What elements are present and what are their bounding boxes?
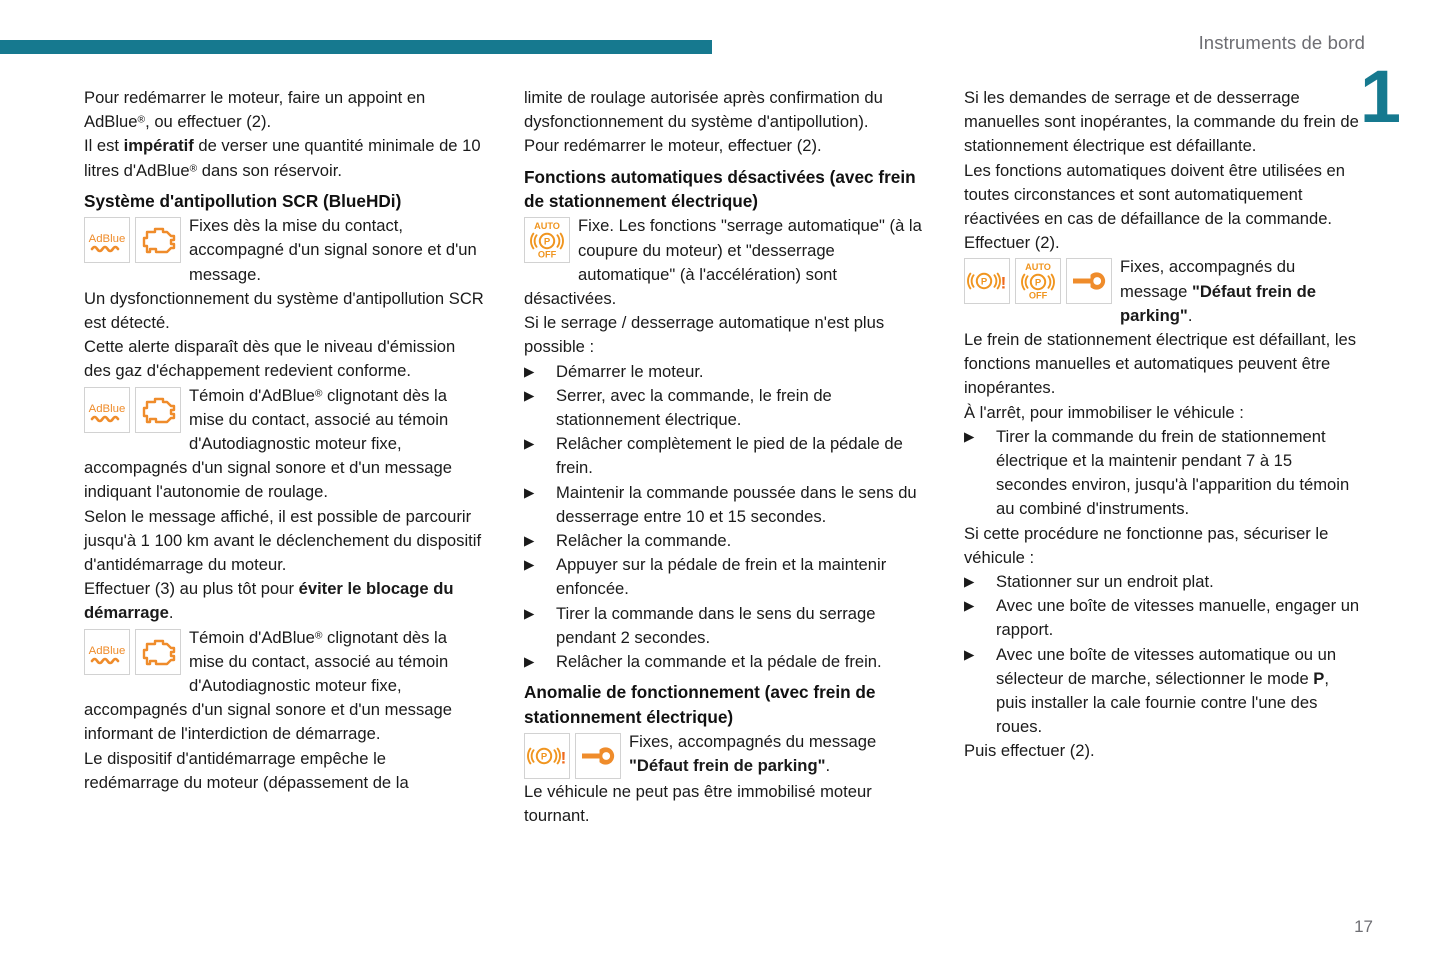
adblue-icon-label: AdBlue <box>88 233 126 246</box>
list-item-text: Relâcher complètement le pied de la pédale de frein. <box>556 434 903 478</box>
list-item <box>524 602 924 650</box>
icon-group <box>84 387 181 433</box>
text-run: Témoin d'AdBlue <box>189 385 315 405</box>
engine-check-icon <box>135 387 181 433</box>
p-label: P <box>540 751 548 763</box>
p-label: P <box>543 237 551 249</box>
adblue-icon-label: AdBlue <box>88 644 126 657</box>
list-item-text: Tirer la commande du frein de stationnement électrique et la maintenir pendant 7 à 15 secondes environ, jusqu'à l'apparition du témoin au combiné d'instruments. <box>996 426 1350 519</box>
list-item-text: Relâcher la commande et la pédale de frein. <box>556 652 882 672</box>
list-item <box>524 432 924 480</box>
list-item-text: Démarrer le moteur. <box>556 361 704 381</box>
adblue-icon <box>84 387 130 433</box>
column-1 <box>84 86 484 829</box>
paragraph: Selon le message affiché, il est possible de parcourir jusqu'à 1 100 km avant le déclenchement du dispositif d'antidémarrage du moteur. <box>84 506 482 575</box>
icon-paragraph-block <box>964 255 1364 328</box>
paragraph: Si les demandes de serrage et de desserrage manuelles sont inopérantes, la commande du frein de stationnement électrique est défaillante. <box>964 88 1359 156</box>
paragraph: Le dispositif d'antidémarrage empêche le redémarrage du moteur (dépassement de la <box>84 748 409 792</box>
adblue-icon-label: AdBlue <box>88 402 126 415</box>
p-label: P <box>1034 278 1042 290</box>
engine-check-icon <box>135 629 181 675</box>
parking-brake-fault-icon <box>524 733 570 779</box>
engine-check-icon <box>135 217 181 263</box>
paragraph: Le véhicule ne peut pas être immobilisé moteur tournant. <box>524 782 872 826</box>
auto-label: AUTO <box>534 221 560 232</box>
page-number: 17 <box>1354 917 1373 936</box>
list-item <box>524 481 924 529</box>
header-accent-bar <box>0 40 712 54</box>
list-item <box>964 425 1364 522</box>
bold-run: "Défaut frein de parking" <box>629 756 826 776</box>
chapter-number: 1 <box>1359 55 1401 138</box>
paragraph <box>84 134 484 182</box>
bold-run: "Défaut frein de parking" <box>1120 281 1316 325</box>
text-run: Fixes, accompagnés du message <box>629 732 877 752</box>
list-item <box>524 650 924 674</box>
list-item <box>524 553 924 601</box>
exclamation-label: ! <box>560 748 567 768</box>
list-item-text: Avec une boîte de vitesses manuelle, engager un rapport. <box>996 596 1360 640</box>
parking-brake-fault-icon <box>964 258 1010 304</box>
text-run: Fixes, accompagnés du message <box>1120 257 1296 301</box>
adblue-icon <box>84 629 130 675</box>
icon-block-text: Fixe. Les fonctions "serrage automatique" (à la coupure du moteur) et "desserrage automatique" (à l'accélération) sont désactivées. <box>524 216 922 309</box>
list-item <box>524 384 924 432</box>
icon-paragraph-block <box>84 626 484 747</box>
p-label: P <box>980 277 988 289</box>
registered-mark: ® <box>314 630 323 642</box>
registered-mark: ® <box>314 388 323 400</box>
icon-block-text: Fixes dès la mise du contact, accompagné d'un signal sonore et d'un message. <box>189 216 477 284</box>
wrench-service-icon <box>1066 258 1112 304</box>
list-item <box>964 570 1364 594</box>
bullet-triangle-icon: ▶ <box>524 363 535 379</box>
bullet-triangle-icon: ▶ <box>964 574 975 590</box>
icon-paragraph-block <box>84 384 484 505</box>
auto-label: AUTO <box>1025 262 1051 273</box>
list-item <box>964 594 1364 642</box>
icon-group <box>84 629 181 675</box>
registered-mark: ® <box>189 163 198 175</box>
list-item <box>524 529 924 553</box>
column-2 <box>524 86 924 829</box>
text-run: dans son réservoir. <box>197 160 342 180</box>
section-heading: Système d'antipollution SCR (BlueHDi) <box>84 190 402 211</box>
paragraph: Les fonctions automatiques doivent être utilisées en toutes circonstances et sont automatiquement réactivées en cas de défaillance de la commande. <box>964 160 1345 229</box>
text-run: , ou effectuer (2). <box>145 112 272 132</box>
wrench-service-icon <box>575 733 621 779</box>
paragraph <box>84 86 484 134</box>
paragraph: Pour redémarrer le moteur, effectuer (2). <box>524 136 822 156</box>
bullet-triangle-icon: ▶ <box>524 484 535 500</box>
auto-parking-brake-off-icon <box>1015 258 1061 304</box>
text-run: clignotant dès la mise du contact, associé au témoin d'Autodiagnostic moteur fixe, accompagnés d'un signal sonore et d'un message indiquant l'autonomie de roulage. <box>84 385 452 502</box>
text-run: , puis installer la cale fournie contre l'une des roues. <box>996 668 1329 737</box>
text-run: . <box>168 603 174 623</box>
list-item-text: Appuyer sur la pédale de frein et la maintenir enfoncée. <box>556 555 887 599</box>
text-run: . <box>825 756 831 776</box>
icon-paragraph-block <box>524 214 924 311</box>
list-item-text: Relâcher la commande. <box>556 531 732 551</box>
off-label: OFF <box>537 249 557 260</box>
column-3 <box>964 86 1364 829</box>
paragraph <box>84 577 484 625</box>
bullet-triangle-icon: ▶ <box>524 533 535 549</box>
bullet-triangle-icon: ▶ <box>524 605 535 621</box>
paragraph: Puis effectuer (2). <box>964 741 1095 761</box>
bullet-triangle-icon: ▶ <box>524 387 535 403</box>
page-header-title: Instruments de bord <box>1198 32 1365 53</box>
paragraph: Cette alerte disparaît dès que le niveau d'émission des gaz d'échappement redevient conforme. <box>84 337 456 381</box>
bullet-triangle-icon: ▶ <box>964 598 975 614</box>
list-item-text: Maintenir la commande poussée dans le sens du desserrage entre 10 et 15 secondes. <box>556 482 917 526</box>
icon-group <box>84 217 181 263</box>
exclamation-label: ! <box>1000 273 1007 293</box>
paragraph: Le frein de stationnement électrique est défaillant, les fonctions manuelles et automatiques peuvent être inopérantes. <box>964 330 1357 398</box>
text-run: de verser une quantité minimale de 10 litres d'AdBlue <box>84 136 481 180</box>
icon-group <box>964 258 1112 304</box>
text-run: Pour redémarrer le moteur, faire un appoint en AdBlue <box>84 88 426 132</box>
bullet-triangle-icon: ▶ <box>964 428 975 444</box>
list-item <box>964 643 1364 740</box>
paragraph: Un dysfonctionnement du système d'antipollution SCR est détecté. <box>84 288 484 333</box>
bold-run: P <box>1313 668 1325 688</box>
paragraph: À l'arrêt, pour immobiliser le véhicule : <box>964 402 1244 422</box>
list-item <box>524 360 924 384</box>
registered-mark: ® <box>137 114 146 126</box>
text-run: clignotant dès la mise du contact, associé au témoin d'Autodiagnostic moteur fixe, accompagnés d'un signal sonore et d'un message informant de l'interdiction de démarrage. <box>84 627 452 744</box>
text-run: . <box>1187 305 1193 325</box>
paragraph: Si le serrage / desserrage automatique n'est plus possible : <box>524 313 885 357</box>
text-run: Il est <box>84 136 124 156</box>
text-run: Effectuer (3) au plus tôt pour <box>84 579 299 599</box>
icon-group <box>524 217 570 263</box>
icon-group <box>524 733 621 779</box>
text-run: Témoin d'AdBlue <box>189 627 315 647</box>
bullet-triangle-icon: ▶ <box>524 654 535 670</box>
bold-run: éviter le blocage du démarrage <box>84 579 454 623</box>
section-heading: Anomalie de fonctionnement (avec frein de stationnement électrique) <box>524 682 876 727</box>
icon-paragraph-block <box>524 730 924 780</box>
paragraph: limite de roulage autorisée après confirmation du dysfonctionnement du système d'antipollution). <box>524 88 883 132</box>
off-label: OFF <box>1028 290 1048 301</box>
bullet-triangle-icon: ▶ <box>524 436 535 452</box>
bullet-triangle-icon: ▶ <box>964 646 975 662</box>
paragraph: Effectuer (2). <box>964 233 1060 253</box>
adblue-icon <box>84 217 130 263</box>
paragraph: Si cette procédure ne fonctionne pas, sécuriser le véhicule : <box>964 523 1329 567</box>
auto-parking-brake-off-icon <box>524 217 570 263</box>
page-columns <box>84 86 1364 829</box>
list-item-text: Stationner sur un endroit plat. <box>996 572 1214 592</box>
bullet-triangle-icon: ▶ <box>524 557 535 573</box>
icon-paragraph-block <box>84 214 484 287</box>
list-item-text: Tirer la commande dans le sens du serrage pendant 2 secondes. <box>556 603 876 647</box>
list-item-text: Serrer, avec la commande, le frein de stationnement électrique. <box>556 385 832 430</box>
section-heading: Fonctions automatiques désactivées (avec frein de stationnement électrique) <box>524 166 916 212</box>
text-run: Avec une boîte de vitesses automatique ou un sélecteur de marche, sélectionner le mode <box>996 644 1337 688</box>
bold-run: impératif <box>123 136 194 156</box>
